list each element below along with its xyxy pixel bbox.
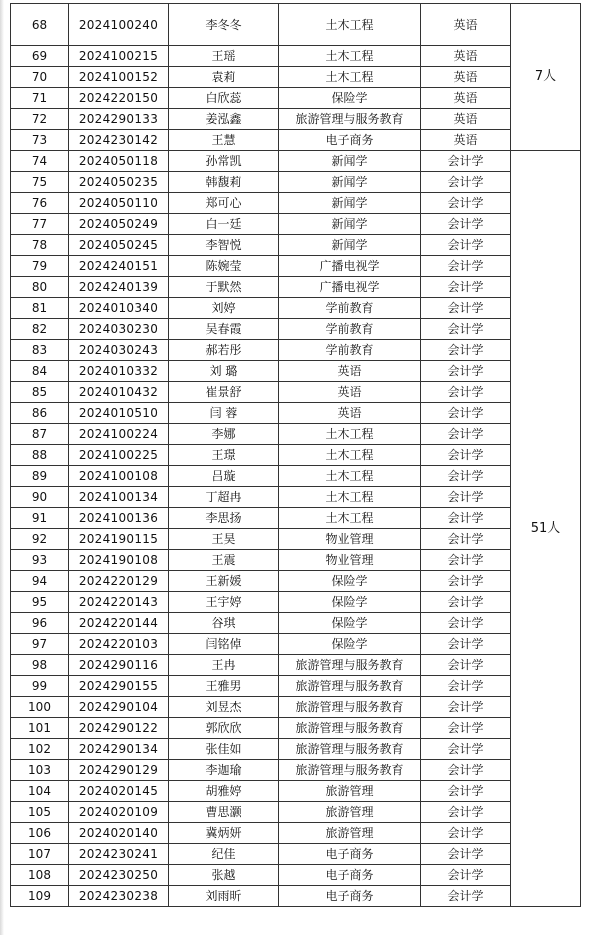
table-row [11, 487, 581, 508]
row-number-cell: 81 [11, 298, 69, 319]
row-number-cell: 107 [11, 844, 69, 865]
row-number-cell: 109 [11, 886, 69, 907]
student-id-cell: 2024050249 [69, 214, 169, 235]
target-major-cell: 会计学 [421, 865, 511, 886]
student-id-cell: 2024050245 [69, 235, 169, 256]
student-name-cell: 王新媛 [169, 571, 279, 592]
target-major-cell: 会计学 [421, 151, 511, 172]
document-sheet [10, 3, 580, 907]
table-row [11, 592, 581, 613]
student-name-cell: 纪佳 [169, 844, 279, 865]
student-name-cell: 吴春霞 [169, 319, 279, 340]
row-number-cell: 71 [11, 88, 69, 109]
target-major-cell: 会计学 [421, 550, 511, 571]
student-name-cell: 王慧 [169, 130, 279, 151]
row-number-cell: 84 [11, 361, 69, 382]
target-major-cell: 会计学 [421, 571, 511, 592]
student-name-cell: 王宇婷 [169, 592, 279, 613]
row-number-cell: 74 [11, 151, 69, 172]
table-row [11, 508, 581, 529]
row-number-cell: 69 [11, 46, 69, 67]
current-major-cell: 英语 [279, 361, 421, 382]
current-major-cell: 新闻学 [279, 214, 421, 235]
student-id-cell: 2024290155 [69, 676, 169, 697]
table-row [11, 88, 581, 109]
target-major-cell: 英语 [421, 4, 511, 46]
table-row [11, 739, 581, 760]
table-row [11, 340, 581, 361]
student-id-cell: 2024220150 [69, 88, 169, 109]
student-id-cell: 2024050118 [69, 151, 169, 172]
group-total-cell: 7人 [511, 4, 581, 151]
student-name-cell: 刘 璐 [169, 361, 279, 382]
current-major-cell: 学前教育 [279, 340, 421, 361]
target-major-cell: 英语 [421, 67, 511, 88]
student-name-cell: 郭欣欣 [169, 718, 279, 739]
row-number-cell: 91 [11, 508, 69, 529]
table-row [11, 193, 581, 214]
row-number-cell: 100 [11, 697, 69, 718]
row-number-cell: 73 [11, 130, 69, 151]
student-id-cell: 2024290134 [69, 739, 169, 760]
student-name-cell: 崔景舒 [169, 382, 279, 403]
table-row [11, 445, 581, 466]
table-row [11, 424, 581, 445]
target-major-cell: 会计学 [421, 319, 511, 340]
target-major-cell: 会计学 [421, 424, 511, 445]
student-id-cell: 2024020109 [69, 802, 169, 823]
target-major-cell: 英语 [421, 46, 511, 67]
student-name-cell: 袁莉 [169, 67, 279, 88]
row-number-cell: 82 [11, 319, 69, 340]
target-major-cell: 会计学 [421, 823, 511, 844]
student-name-cell: 刘雨昕 [169, 886, 279, 907]
student-name-cell: 闫 蓉 [169, 403, 279, 424]
row-number-cell: 105 [11, 802, 69, 823]
student-id-cell: 2024230241 [69, 844, 169, 865]
student-name-cell: 李迦瑜 [169, 760, 279, 781]
student-name-cell: 胡雅婷 [169, 781, 279, 802]
student-name-cell: 丁超冉 [169, 487, 279, 508]
current-major-cell: 新闻学 [279, 172, 421, 193]
row-number-cell: 83 [11, 340, 69, 361]
target-major-cell: 会计学 [421, 760, 511, 781]
table-row [11, 634, 581, 655]
student-id-cell: 2024100224 [69, 424, 169, 445]
table-row [11, 676, 581, 697]
table-row [11, 550, 581, 571]
current-major-cell: 保险学 [279, 613, 421, 634]
row-number-cell: 77 [11, 214, 69, 235]
table-row [11, 697, 581, 718]
student-id-cell: 2024290129 [69, 760, 169, 781]
target-major-cell: 会计学 [421, 802, 511, 823]
current-major-cell: 土木工程 [279, 424, 421, 445]
current-major-cell: 旅游管理 [279, 823, 421, 844]
student-id-cell: 2024220103 [69, 634, 169, 655]
table-row [11, 67, 581, 88]
student-id-cell: 2024100215 [69, 46, 169, 67]
current-major-cell: 学前教育 [279, 298, 421, 319]
row-number-cell: 102 [11, 739, 69, 760]
student-id-cell: 2024100240 [69, 4, 169, 46]
target-major-cell: 英语 [421, 130, 511, 151]
student-name-cell: 白欣蕊 [169, 88, 279, 109]
student-id-cell: 2024030230 [69, 319, 169, 340]
target-major-cell: 会计学 [421, 844, 511, 865]
current-major-cell: 广播电视学 [279, 256, 421, 277]
current-major-cell: 物业管理 [279, 529, 421, 550]
target-major-cell: 会计学 [421, 403, 511, 424]
row-number-cell: 94 [11, 571, 69, 592]
target-major-cell: 会计学 [421, 487, 511, 508]
target-major-cell: 会计学 [421, 634, 511, 655]
student-id-cell: 2024220144 [69, 613, 169, 634]
row-number-cell: 90 [11, 487, 69, 508]
current-major-cell: 旅游管理与服务教育 [279, 739, 421, 760]
target-major-cell: 会计学 [421, 697, 511, 718]
target-major-cell: 会计学 [421, 739, 511, 760]
current-major-cell: 土木工程 [279, 466, 421, 487]
table-row [11, 235, 581, 256]
student-id-cell: 2024190115 [69, 529, 169, 550]
current-major-cell: 保险学 [279, 571, 421, 592]
student-id-cell: 2024290104 [69, 697, 169, 718]
student-name-cell: 张佳如 [169, 739, 279, 760]
student-table [10, 3, 581, 907]
target-major-cell: 会计学 [421, 886, 511, 907]
target-major-cell: 会计学 [421, 361, 511, 382]
row-number-cell: 106 [11, 823, 69, 844]
current-major-cell: 电子商务 [279, 130, 421, 151]
current-major-cell: 旅游管理 [279, 802, 421, 823]
row-number-cell: 92 [11, 529, 69, 550]
target-major-cell: 会计学 [421, 613, 511, 634]
current-major-cell: 土木工程 [279, 508, 421, 529]
page-edge-shadow [0, 0, 4, 935]
current-major-cell: 物业管理 [279, 550, 421, 571]
student-table-body [11, 4, 581, 907]
student-name-cell: 王昊 [169, 529, 279, 550]
student-name-cell: 陈婉莹 [169, 256, 279, 277]
target-major-cell: 会计学 [421, 466, 511, 487]
student-name-cell: 张越 [169, 865, 279, 886]
row-number-cell: 89 [11, 466, 69, 487]
student-id-cell: 2024290122 [69, 718, 169, 739]
current-major-cell: 保险学 [279, 634, 421, 655]
student-name-cell: 李思扬 [169, 508, 279, 529]
target-major-cell: 会计学 [421, 655, 511, 676]
current-major-cell: 旅游管理与服务教育 [279, 760, 421, 781]
student-name-cell: 李娜 [169, 424, 279, 445]
row-number-cell: 95 [11, 592, 69, 613]
student-name-cell: 吕璇 [169, 466, 279, 487]
current-major-cell: 电子商务 [279, 886, 421, 907]
table-row [11, 718, 581, 739]
target-major-cell: 会计学 [421, 781, 511, 802]
row-number-cell: 104 [11, 781, 69, 802]
current-major-cell: 新闻学 [279, 151, 421, 172]
current-major-cell: 新闻学 [279, 235, 421, 256]
target-major-cell: 会计学 [421, 340, 511, 361]
row-number-cell: 80 [11, 277, 69, 298]
current-major-cell: 保险学 [279, 88, 421, 109]
student-id-cell: 2024100136 [69, 508, 169, 529]
target-major-cell: 会计学 [421, 235, 511, 256]
student-id-cell: 2024100225 [69, 445, 169, 466]
table-row [11, 130, 581, 151]
table-row [11, 865, 581, 886]
row-number-cell: 68 [11, 4, 69, 46]
row-number-cell: 85 [11, 382, 69, 403]
table-row [11, 4, 581, 46]
current-major-cell: 土木工程 [279, 67, 421, 88]
table-row [11, 277, 581, 298]
student-name-cell: 姜泓鑫 [169, 109, 279, 130]
row-number-cell: 72 [11, 109, 69, 130]
row-number-cell: 101 [11, 718, 69, 739]
target-major-cell: 会计学 [421, 592, 511, 613]
target-major-cell: 英语 [421, 88, 511, 109]
student-id-cell: 2024030243 [69, 340, 169, 361]
current-major-cell: 英语 [279, 382, 421, 403]
current-major-cell: 旅游管理与服务教育 [279, 109, 421, 130]
student-id-cell: 2024230250 [69, 865, 169, 886]
student-name-cell: 郝若彤 [169, 340, 279, 361]
target-major-cell: 会计学 [421, 298, 511, 319]
row-number-cell: 79 [11, 256, 69, 277]
student-id-cell: 2024230142 [69, 130, 169, 151]
target-major-cell: 会计学 [421, 193, 511, 214]
current-major-cell: 保险学 [279, 592, 421, 613]
row-number-cell: 99 [11, 676, 69, 697]
student-id-cell: 2024240139 [69, 277, 169, 298]
table-row [11, 571, 581, 592]
student-name-cell: 王冉 [169, 655, 279, 676]
student-name-cell: 韩馥莉 [169, 172, 279, 193]
current-major-cell: 旅游管理与服务教育 [279, 676, 421, 697]
student-id-cell: 2024020140 [69, 823, 169, 844]
student-id-cell: 2024190108 [69, 550, 169, 571]
row-number-cell: 78 [11, 235, 69, 256]
row-number-cell: 87 [11, 424, 69, 445]
student-id-cell: 2024010340 [69, 298, 169, 319]
row-number-cell: 93 [11, 550, 69, 571]
table-row [11, 382, 581, 403]
table-row [11, 46, 581, 67]
target-major-cell: 会计学 [421, 256, 511, 277]
table-row [11, 214, 581, 235]
current-major-cell: 旅游管理与服务教育 [279, 655, 421, 676]
target-major-cell: 会计学 [421, 508, 511, 529]
student-name-cell: 王雅男 [169, 676, 279, 697]
table-row [11, 172, 581, 193]
student-id-cell: 2024010432 [69, 382, 169, 403]
current-major-cell: 电子商务 [279, 844, 421, 865]
table-row [11, 802, 581, 823]
student-id-cell: 2024100108 [69, 466, 169, 487]
row-number-cell: 86 [11, 403, 69, 424]
target-major-cell: 会计学 [421, 529, 511, 550]
student-name-cell: 曹思灏 [169, 802, 279, 823]
current-major-cell: 土木工程 [279, 46, 421, 67]
student-id-cell: 2024290116 [69, 655, 169, 676]
target-major-cell: 会计学 [421, 172, 511, 193]
row-number-cell: 98 [11, 655, 69, 676]
table-row [11, 529, 581, 550]
current-major-cell: 学前教育 [279, 319, 421, 340]
student-id-cell: 2024010332 [69, 361, 169, 382]
table-row [11, 466, 581, 487]
table-row [11, 256, 581, 277]
table-row [11, 298, 581, 319]
target-major-cell: 英语 [421, 109, 511, 130]
table-row [11, 151, 581, 172]
row-number-cell: 96 [11, 613, 69, 634]
current-major-cell: 土木工程 [279, 487, 421, 508]
table-row [11, 109, 581, 130]
student-id-cell: 2024290133 [69, 109, 169, 130]
student-name-cell: 王璟 [169, 445, 279, 466]
group-total-cell: 51人 [511, 151, 581, 907]
student-id-cell: 2024020145 [69, 781, 169, 802]
target-major-cell: 会计学 [421, 445, 511, 466]
student-name-cell: 郑可心 [169, 193, 279, 214]
current-major-cell: 电子商务 [279, 865, 421, 886]
table-row [11, 319, 581, 340]
student-name-cell: 谷琪 [169, 613, 279, 634]
student-name-cell: 于默然 [169, 277, 279, 298]
student-name-cell: 白一廷 [169, 214, 279, 235]
row-number-cell: 75 [11, 172, 69, 193]
target-major-cell: 会计学 [421, 277, 511, 298]
current-major-cell: 广播电视学 [279, 277, 421, 298]
table-row [11, 886, 581, 907]
current-major-cell: 旅游管理与服务教育 [279, 718, 421, 739]
current-major-cell: 土木工程 [279, 445, 421, 466]
table-row [11, 781, 581, 802]
target-major-cell: 会计学 [421, 382, 511, 403]
current-major-cell: 土木工程 [279, 4, 421, 46]
student-name-cell: 孙常凯 [169, 151, 279, 172]
student-name-cell: 李冬冬 [169, 4, 279, 46]
student-id-cell: 2024100152 [69, 67, 169, 88]
student-name-cell: 冀炳妍 [169, 823, 279, 844]
current-major-cell: 旅游管理 [279, 781, 421, 802]
student-id-cell: 2024010510 [69, 403, 169, 424]
student-name-cell: 闫铭倬 [169, 634, 279, 655]
student-id-cell: 2024230238 [69, 886, 169, 907]
target-major-cell: 会计学 [421, 676, 511, 697]
row-number-cell: 108 [11, 865, 69, 886]
student-id-cell: 2024050110 [69, 193, 169, 214]
student-name-cell: 王瑶 [169, 46, 279, 67]
table-row [11, 823, 581, 844]
target-major-cell: 会计学 [421, 214, 511, 235]
current-major-cell: 新闻学 [279, 193, 421, 214]
student-id-cell: 2024100134 [69, 487, 169, 508]
student-name-cell: 刘婷 [169, 298, 279, 319]
row-number-cell: 70 [11, 67, 69, 88]
student-id-cell: 2024240151 [69, 256, 169, 277]
table-row [11, 844, 581, 865]
row-number-cell: 103 [11, 760, 69, 781]
target-major-cell: 会计学 [421, 718, 511, 739]
table-row [11, 403, 581, 424]
current-major-cell: 旅游管理与服务教育 [279, 697, 421, 718]
table-row [11, 760, 581, 781]
student-id-cell: 2024220143 [69, 592, 169, 613]
table-row [11, 655, 581, 676]
student-name-cell: 王震 [169, 550, 279, 571]
row-number-cell: 88 [11, 445, 69, 466]
table-row [11, 361, 581, 382]
student-id-cell: 2024220129 [69, 571, 169, 592]
current-major-cell: 英语 [279, 403, 421, 424]
table-row [11, 613, 581, 634]
row-number-cell: 97 [11, 634, 69, 655]
student-id-cell: 2024050235 [69, 172, 169, 193]
student-name-cell: 刘昱杰 [169, 697, 279, 718]
row-number-cell: 76 [11, 193, 69, 214]
student-name-cell: 李智悦 [169, 235, 279, 256]
